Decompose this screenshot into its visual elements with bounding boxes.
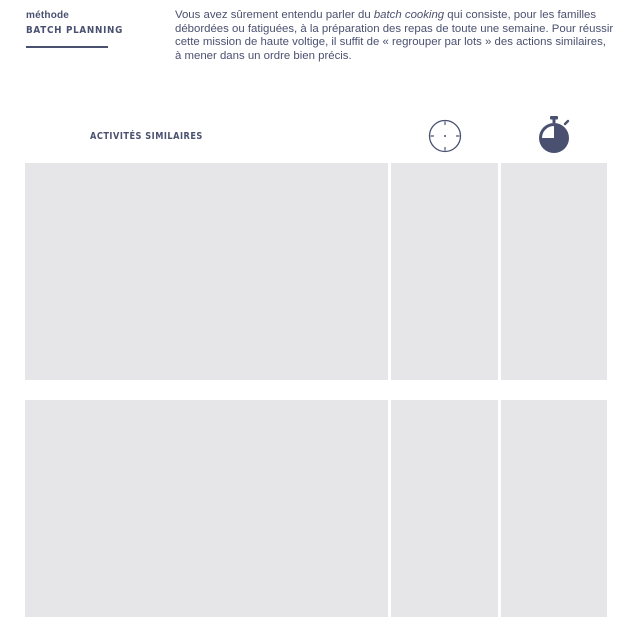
intro-text-1: Vous avez sûrement entendu parler du: [175, 9, 374, 21]
column-header-activities: ACTIVITÉS SIMILAIRES: [90, 131, 203, 142]
method-kicker: méthode: [26, 10, 70, 21]
intro-text-2: qui consiste, pour les familles débordées ou fatiguées, à la préparation des repas de toute une semaine. Pour réussir cette mission de haute voltige, il suffit de « regrouper par lots » des actions similaires, à mener dans un ordre bien précis.: [175, 9, 614, 62]
row1-actual-time-cell[interactable]: [501, 163, 607, 380]
row2-actual-time-cell[interactable]: [501, 400, 607, 617]
title-underline: [26, 46, 108, 48]
row2-estimated-time-cell[interactable]: [391, 400, 498, 617]
stopwatch-icon: [535, 115, 573, 155]
intro-text-emphasis: batch cooking: [373, 9, 445, 21]
intro-paragraph: [175, 9, 615, 63]
row1-estimated-time-cell[interactable]: [391, 163, 498, 380]
method-title: BATCH PLANNING: [26, 25, 124, 36]
row2-activity-cell[interactable]: [25, 400, 388, 617]
clock-icon: [428, 119, 462, 153]
row1-activity-cell[interactable]: [25, 163, 388, 380]
